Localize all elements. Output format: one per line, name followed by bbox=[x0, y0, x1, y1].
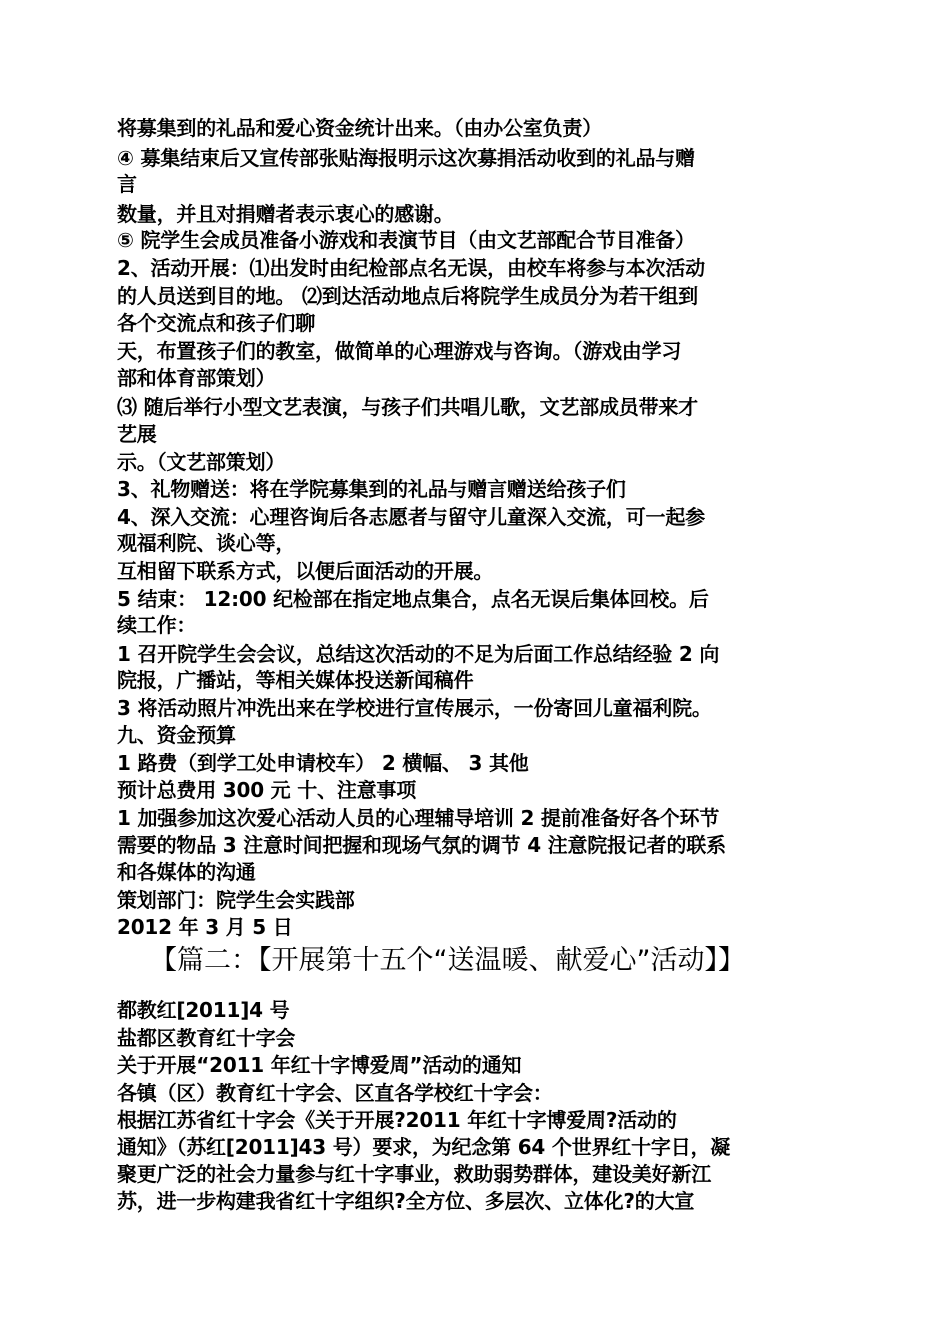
text-line: 1 路费（到学工处申请校车） 2 横幅、 3 其他 bbox=[117, 751, 529, 775]
text-line: 聚更广泛的社会力量参与红十字事业，救助弱势群体，建设美好新江 bbox=[117, 1162, 711, 1186]
text-line: 策划部门：院学生会实践部 bbox=[117, 888, 355, 912]
text-line: 都教红[2011]4 号 bbox=[117, 998, 290, 1022]
text-line: 和各媒体的沟通 bbox=[117, 860, 256, 884]
text-line: 5 结束： 12:00 纪检部在指定地点集合，点名无误后集体回校。后 bbox=[117, 587, 709, 611]
text-line: 各个交流点和孩子们聊 bbox=[117, 311, 315, 335]
text-line: 苏，进一步构建我省红十字组织?全方位、多层次、立体化?的大宣 bbox=[117, 1189, 695, 1213]
text-line: 的人员送到目的地。 ⑵到达活动地点后将院学生成员分为若干组到 bbox=[117, 284, 698, 308]
text-line: 艺展 bbox=[117, 422, 157, 446]
text-line: 2012 年 3 月 5 日 bbox=[117, 915, 293, 939]
text-line: 将募集到的礼品和爱心资金统计出来。（由办公室负责） bbox=[117, 116, 602, 140]
text-line: 4、深入交流：心理咨询后各志愿者与留守儿童深入交流，可一起参 bbox=[117, 505, 705, 529]
text-line: 1 召开院学生会会议，总结这次活动的不足为后面工作总结经验 2 向 bbox=[117, 642, 720, 666]
text-line: 九、资金预算 bbox=[117, 723, 236, 747]
text-line: 各镇（区）教育红十字会、区直各学校红十字会： bbox=[117, 1081, 553, 1105]
text-line: 根据江苏省红十字会《关于开展?2011 年红十字博爱周?活动的 bbox=[117, 1108, 677, 1132]
text-line: ⑶ 随后举行小型文艺表演，与孩子们共唱儿歌，文艺部成员带来才 bbox=[117, 395, 698, 419]
section-heading: 【篇二：【开展第十五个“送温暖、献爱心”活动】】 bbox=[150, 945, 745, 976]
text-line: 2、活动开展：⑴出发时由纪检部点名无误，由校车将参与本次活动 bbox=[117, 256, 705, 280]
text-line: 续工作： bbox=[117, 613, 197, 637]
text-line: 言 bbox=[117, 172, 137, 196]
text-line: 示。（文艺部策划） bbox=[117, 450, 286, 474]
text-line: 天，布置孩子们的教室，做简单的心理游戏与咨询。（游戏由学习 bbox=[117, 339, 682, 363]
text-line: ⑤ 院学生会成员准备小游戏和表演节目（由文艺部配合节目准备） bbox=[117, 228, 695, 252]
text-line: 盐都区教育红十字会 bbox=[117, 1026, 296, 1050]
text-line: 数量，并且对捐赠者表示衷心的感谢。 bbox=[117, 202, 454, 226]
text-line: 3、礼物赠送：将在学院募集到的礼品与赠言赠送给孩子们 bbox=[117, 477, 626, 501]
text-line: 需要的物品 3 注意时间把握和现场气氛的调节 4 注意院报记者的联系 bbox=[117, 833, 726, 857]
text-line: 通知》（苏红[2011]43 号）要求，为纪念第 64 个世界红十字日，凝 bbox=[117, 1135, 731, 1159]
text-line: 关于开展“2011 年红十字博爱周”活动的通知 bbox=[117, 1053, 522, 1077]
text-line: 3 将活动照片冲洗出来在学校进行宣传展示，一份寄回儿童福利院。 bbox=[117, 696, 712, 720]
text-line: 院报，广播站，等相关媒体投送新闻稿件 bbox=[117, 668, 474, 692]
text-line: 部和体育部策划） bbox=[117, 366, 276, 390]
text-line: ④ 募集结束后又宣传部张贴海报明示这次募捐活动收到的礼品与赠 bbox=[117, 146, 695, 170]
text-line: 预计总费用 300 元 十、注意事项 bbox=[117, 778, 417, 802]
text-line: 观福利院、谈心等， bbox=[117, 531, 296, 555]
text-line: 互相留下联系方式，以便后面活动的开展。 bbox=[117, 559, 494, 583]
text-line: 1 加强参加这次爱心活动人员的心理辅导培训 2 提前准备好各个环节 bbox=[117, 806, 720, 830]
